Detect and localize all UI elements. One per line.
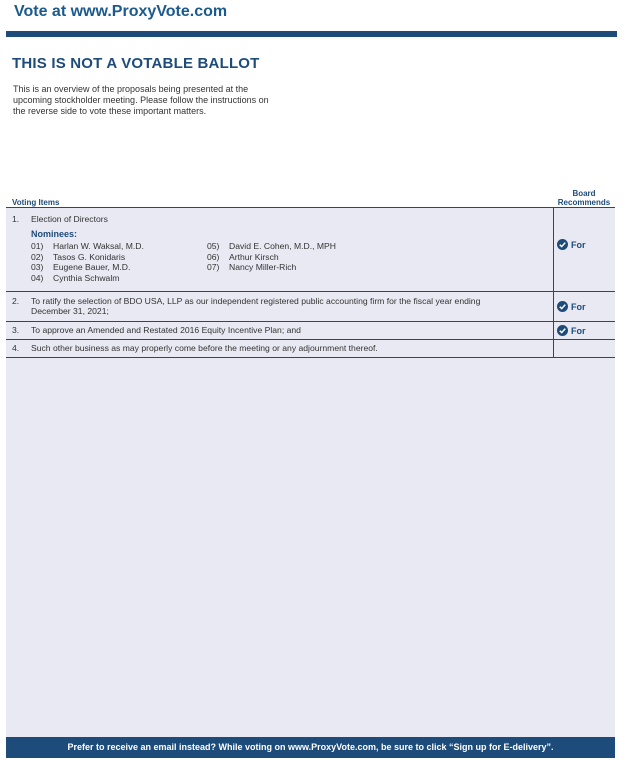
nominee-number: 04) (31, 272, 44, 283)
item-text: Election of Directors (31, 214, 108, 224)
check-circle-icon (557, 325, 568, 336)
nominee (207, 262, 336, 273)
nominee (31, 273, 144, 284)
voting-item-3 (12, 325, 301, 335)
row-divider (6, 291, 615, 292)
board-recommends-header (553, 189, 615, 207)
intro-text (13, 84, 313, 117)
nominee-number: 03) (31, 262, 44, 272)
item-text: To approve an Amended and Restated 2016 Equity Incentive Plan; and (31, 325, 301, 335)
item-number: 4. (12, 343, 20, 353)
nominee (207, 252, 336, 263)
item-text: To ratify the selection of BDO USA, LLP as our independent registered public accounting firm for the fiscal year ending (31, 296, 481, 306)
intro-line: This is an overview of the proposals being presented at the (13, 84, 249, 94)
nominee-number: 05) (207, 241, 220, 251)
item-text-continued: December 31, 2021; (31, 306, 109, 316)
top-divider (6, 31, 617, 37)
proxyvote-title: Vote at www.ProxyVote.com (14, 3, 228, 20)
nominee-name: Harlan W. Waksal, M.D. (53, 241, 144, 251)
nominee-name: Nancy Miller-Rich (229, 262, 297, 272)
board-header-line: Board (572, 189, 596, 198)
e-delivery-banner: Prefer to receive an email instead? While voting on www.ProxyVote.com, be sure to click “Sign up for E-delivery”. (6, 737, 615, 758)
board-recommendation-1 (557, 239, 586, 250)
board-recommendation-2 (557, 301, 586, 312)
nominee-number: 07) (207, 262, 220, 272)
ballot-heading: THIS IS NOT A VOTABLE BALLOT (12, 55, 260, 72)
nominees-label: Nominees: (31, 229, 78, 239)
row-divider (6, 321, 615, 322)
voting-item-1 (12, 214, 108, 224)
nominee (31, 262, 144, 273)
intro-line: upcoming stockholder meeting. Please follow the instructions on (13, 95, 269, 105)
voting-items-header: Voting Items (12, 198, 60, 207)
item-number: 2. (12, 296, 20, 306)
check-circle-icon (557, 239, 568, 250)
nominee (31, 241, 144, 252)
recommendation-label: For (571, 325, 586, 336)
row-divider (6, 339, 615, 340)
nominee-number: 01) (31, 241, 44, 251)
voting-items-panel (6, 208, 615, 737)
column-divider (553, 208, 554, 358)
nominee-name: Cynthia Schwalm (53, 272, 120, 283)
item-text: Such other business as may properly come before the meeting or any adjournment thereof. (31, 343, 378, 353)
voting-item-4 (12, 343, 378, 353)
row-divider (6, 357, 615, 358)
nominee (207, 241, 336, 252)
nominee-name: Eugene Bauer, M.D. (53, 262, 131, 272)
item-number: 3. (12, 325, 20, 335)
nominee-number: 02) (31, 251, 44, 262)
recommendation-label: For (571, 239, 586, 250)
check-circle-icon (557, 301, 568, 312)
nominees-right-column (207, 241, 336, 273)
voting-item-2 (12, 296, 480, 316)
nominee (31, 252, 144, 263)
board-header-line: Recommends (557, 198, 611, 207)
nominee-name: Arthur Kirsch (229, 251, 279, 262)
board-recommendation-3 (557, 325, 586, 336)
intro-line: the reverse side to vote these important matters. (13, 106, 207, 116)
recommendation-label: For (571, 301, 586, 312)
nominee-number: 06) (207, 251, 220, 262)
item-number: 1. (12, 214, 20, 224)
nominees-left-column (31, 241, 144, 283)
nominee-name: David E. Cohen, M.D., MPH (229, 241, 336, 251)
nominee-name: Tasos G. Konidaris (53, 251, 126, 262)
